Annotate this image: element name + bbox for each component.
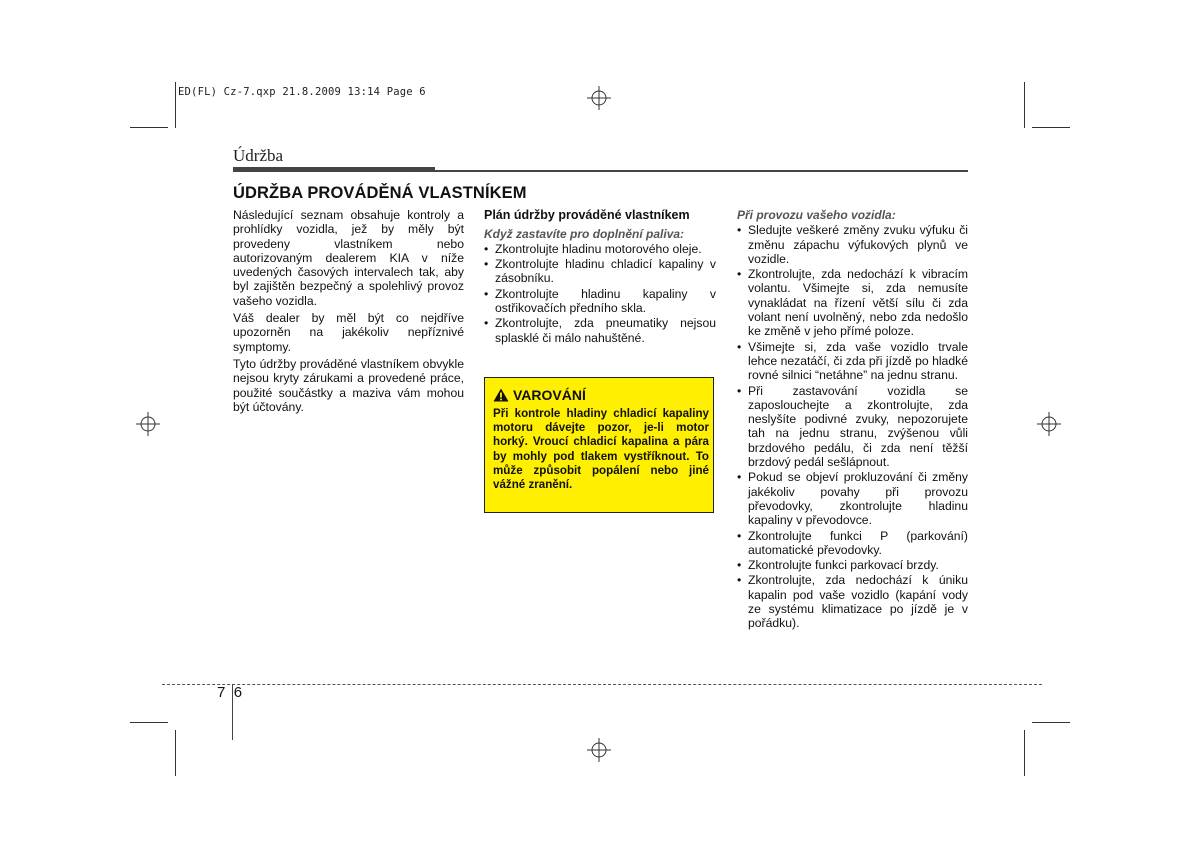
list-item: [484, 242, 716, 256]
registration-mark-icon: [587, 738, 611, 762]
driving-subheading: Při provozu vašeho vozidla:: [737, 208, 896, 222]
warning-title: [493, 387, 586, 403]
bullet-icon: •: [737, 528, 742, 543]
chapter-number: 7: [217, 684, 226, 701]
header-rule-thin: [435, 170, 968, 172]
list-item-text: Všimejte si, zda vaše vozidlo trvale lehce nezatáčí, či zda při jízdě po hladké rovné silnici “netáhne” na jednu stranu.: [748, 339, 968, 383]
registration-mark-icon: [1037, 412, 1061, 436]
list-item: [737, 573, 968, 630]
refuel-checks-column: [484, 208, 716, 346]
printer-slug: ED(FL) Cz-7.qxp 21.8.2009 13:14 Page 6: [178, 86, 426, 98]
driving-checks-column: [737, 208, 968, 632]
intro-paragraph: Váš dealer by měl být co nejdříve upozorněn na jakékoliv nepříznivé symptomy.: [233, 311, 464, 354]
refuel-subheading: Když zastavíte pro doplnění paliva:: [484, 226, 685, 241]
header-rule-thick: [233, 167, 435, 172]
bullet-icon: •: [484, 257, 489, 272]
list-item-text: Zkontrolujte hladinu kapaliny v ostřikovačích předního skla.: [495, 286, 716, 315]
crop-mark: [1024, 82, 1025, 128]
page-number-value: 6: [233, 684, 243, 701]
list-item-text: Sledujte veškeré změny zvuku výfuku či změnu zápachu výfukových plynů ve vozidle.: [748, 223, 968, 266]
list-item: [737, 470, 968, 527]
registration-mark-icon: [136, 412, 160, 436]
intro-paragraph: Tyto údržby prováděné vlastníkem obvykle nejsou kryty zárukami a provedené práce, použité součástky a maziva vám mohou být účtovány.: [233, 356, 464, 414]
bullet-icon: •: [737, 267, 742, 282]
crop-mark: [1032, 722, 1070, 723]
registration-mark-icon: [587, 86, 611, 110]
bullet-icon: •: [737, 223, 742, 238]
bullet-icon: •: [484, 241, 489, 256]
intro-column: [233, 208, 464, 417]
list-item: [737, 384, 968, 470]
list-item: [484, 316, 716, 345]
crop-mark: [130, 722, 168, 723]
crop-mark: [1024, 730, 1025, 776]
crop-mark: [1032, 127, 1070, 128]
schedule-heading: Plán údržby prováděné vlastníkem: [484, 208, 690, 222]
page-number: [217, 684, 242, 701]
footer-rule: [162, 684, 1042, 685]
list-item: [737, 558, 968, 572]
bullet-icon: •: [737, 558, 742, 573]
list-item-text: Zkontrolujte hladinu motorového oleje.: [495, 241, 702, 256]
bullet-icon: •: [484, 286, 489, 301]
refuel-check-list: [484, 242, 716, 345]
list-item-text: Zkontrolujte funkci P (parkování) automatické převodovky.: [748, 528, 968, 557]
list-item: [484, 257, 716, 286]
intro-paragraph: Následující seznam obsahuje kontroly a prohlídky vozidla, jež by měly být provedeny vlastníkem nebo autorizovaným dealerem KIA v níže uvedených časových intervalech tak, aby byl zajištěn bezpečný a spolehlivý provoz vašeho vozidla.: [233, 208, 464, 308]
driving-check-list: [737, 223, 968, 630]
list-item: [737, 340, 968, 383]
bullet-icon: •: [737, 470, 742, 485]
list-item-text: Zkontrolujte, zda nedochází k úniku kapalin pod vaše vozidlo (kapání vody ze systému klimatizace po jízdě je v pořádku).: [748, 573, 968, 631]
list-item: [737, 267, 968, 338]
bullet-icon: •: [484, 316, 489, 331]
page-number-divider: [232, 684, 233, 740]
list-item-text: Zkontrolujte hladinu chladicí kapaliny v zásobníku.: [495, 257, 716, 286]
section-header: Údržba: [233, 146, 284, 165]
bullet-icon: •: [737, 383, 742, 398]
list-item-text: Zkontrolujte funkci parkovací brzdy.: [748, 558, 939, 573]
warning-text: Při kontrole hladiny chladicí kapaliny motoru dávejte pozor, je-li motor horký. Vroucí chladicí kapalina a pára by mohly pod tlakem vystříknout. To může způsobit popálení nebo jiné vážné zranění.: [493, 407, 709, 492]
page-title: ÚDRŽBA PROVÁDĚNÁ VLASTNÍKEM: [233, 184, 527, 202]
bullet-icon: •: [737, 573, 742, 588]
list-item: [737, 529, 968, 558]
list-item-text: Zkontrolujte, zda pneumatiky nejsou splasklé či málo nahuštěné.: [495, 316, 716, 345]
crop-mark: [130, 127, 168, 128]
list-item-text: Při zastavování vozidla se zaposlouchejte a zkontrolujte, zda neslyšíte podivné zvuky, nepozorujete tah na jednu stranu, zvýšenou vůli brzdového pedálu, či zda není těžší brzdový pedál sešlápnout.: [748, 383, 968, 470]
list-item-text: Zkontrolujte, zda nedochází k vibracím volantu. Všimejte si, zda nemusíte vynakládat na řízení větší sílu či zda volant není uvolněný, nebo zda nedošlo ke změně v jeho přímé poloze.: [748, 267, 968, 339]
warning-triangle-icon: [493, 388, 509, 402]
list-item: [737, 223, 968, 266]
bullet-icon: •: [737, 339, 742, 354]
crop-mark: [175, 82, 176, 128]
warning-title-text: VAROVÁNÍ: [513, 387, 586, 403]
warning-box: [484, 377, 714, 513]
crop-mark: [175, 730, 176, 776]
list-item: [484, 287, 716, 316]
list-item-text: Pokud se objeví prokluzování či změny jakékoliv povahy při provozu převodovky, zkontrolujte hladinu kapaliny v převodovce.: [748, 470, 968, 528]
